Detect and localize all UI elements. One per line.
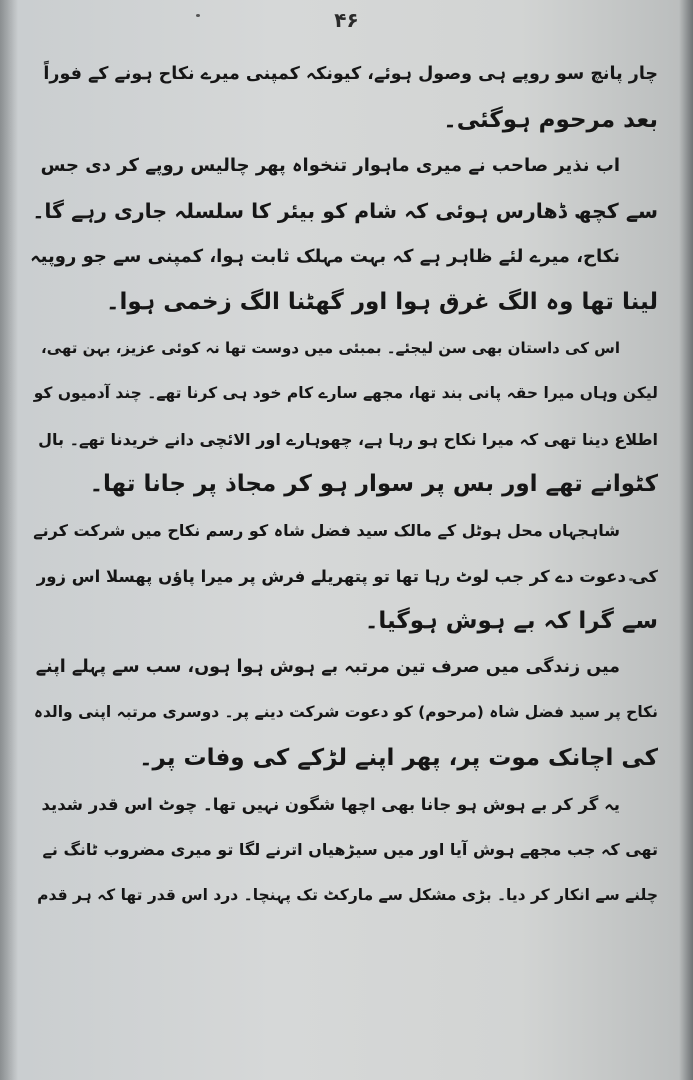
text-line: کی اچانک موت پر، پھر اپنے لڑکے کی وفات پر۔	[139, 744, 658, 771]
text-line: میں زندگی میں صرف تین مرتبہ بے ہوش ہوا ہوں، سب سے پہلے اپنے	[35, 656, 620, 677]
text-line: نکاح پر سید فضل شاہ (مرحوم) کو دعوت شرکت دینے پر۔ دوسری مرتبہ اپنی والدہ	[33, 703, 658, 722]
text-line: اس کی داستان بھی سن لیجئے۔ بمبئی میں دوست تھا نہ کوئی عزیز، بہن تھی،	[41, 338, 620, 357]
text-line: اب نذیر صاحب نے میری ماہوار تنخواہ پھر چالیس روپے کر دی جس	[40, 155, 620, 177]
text-line: بعد مرحوم ہوگئی۔	[443, 106, 658, 133]
text-line: تھی کہ جب مجھے ہوش آیا اور میں سیڑھیاں اترنے لگا تو میری مضروب ٹانگ نے	[42, 840, 658, 860]
text-line: کٹوانے تھے اور بس پر سوار ہو کر مجاذ پر جانا تھا۔	[89, 471, 658, 498]
page-number: ۴۶	[334, 8, 359, 32]
text-line: چلنے سے انکار کر دیا۔ بڑی مشکل سے مارکٹ تک پہنچا۔ درد اس قدر تھا کہ ہر قدم	[37, 885, 658, 904]
text-line: سے گرا کہ بے ہوش ہوگیا۔	[364, 608, 658, 635]
page-edge-shadow	[679, 0, 693, 1080]
text-line: اطلاع دینا تھی کہ میرا نکاح ہو رہا ہے، چھوہارے اور الائچی دانے خریدنا تھے۔ بال	[38, 429, 658, 449]
text-line: یہ گر کر بے ہوش ہو جانا بھی اچھا شگون نہیں تھا۔ چوٹ اس قدر شدید	[41, 794, 620, 814]
text-line: چار پانچ سو روپے ہی وصول ہوئے، کیونکہ کمپنی میرے نکاح ہونے کے فوراً	[43, 64, 658, 84]
text-line: لینا تھا وہ الگ غرق ہوا اور گھٹنا الگ زخمی ہوا۔	[105, 288, 658, 315]
body-text	[30, 52, 658, 918]
text-line: لیکن وہاں میرا حقہ پانی بند تھا، مجھے سارے کام خود ہی کرنا تھے۔ چند آدمیوں کو	[33, 384, 658, 403]
page-gutter-shadow	[0, 0, 18, 1080]
text-line: کی دعوت دے کر جب لوٹ رہا تھا تو پتھریلے فرش پر میرا پاؤں پھسلا اس زور	[36, 566, 658, 586]
text-line: شاہجہاں محل ہوٹل کے مالک سید فضل شاہ کو رسم نکاح میں شرکت کرنے	[33, 520, 620, 540]
text-line: نکاح، میرے لئے ظاہر ہے کہ بہت مہلک ثابت ہوا، کمپنی سے جو روپیہ	[30, 246, 620, 268]
text-line: سے کچھ ڈھارس ہوئی کہ شام کو بیئر کا سلسلہ جاری رہے گا۔	[32, 198, 658, 223]
